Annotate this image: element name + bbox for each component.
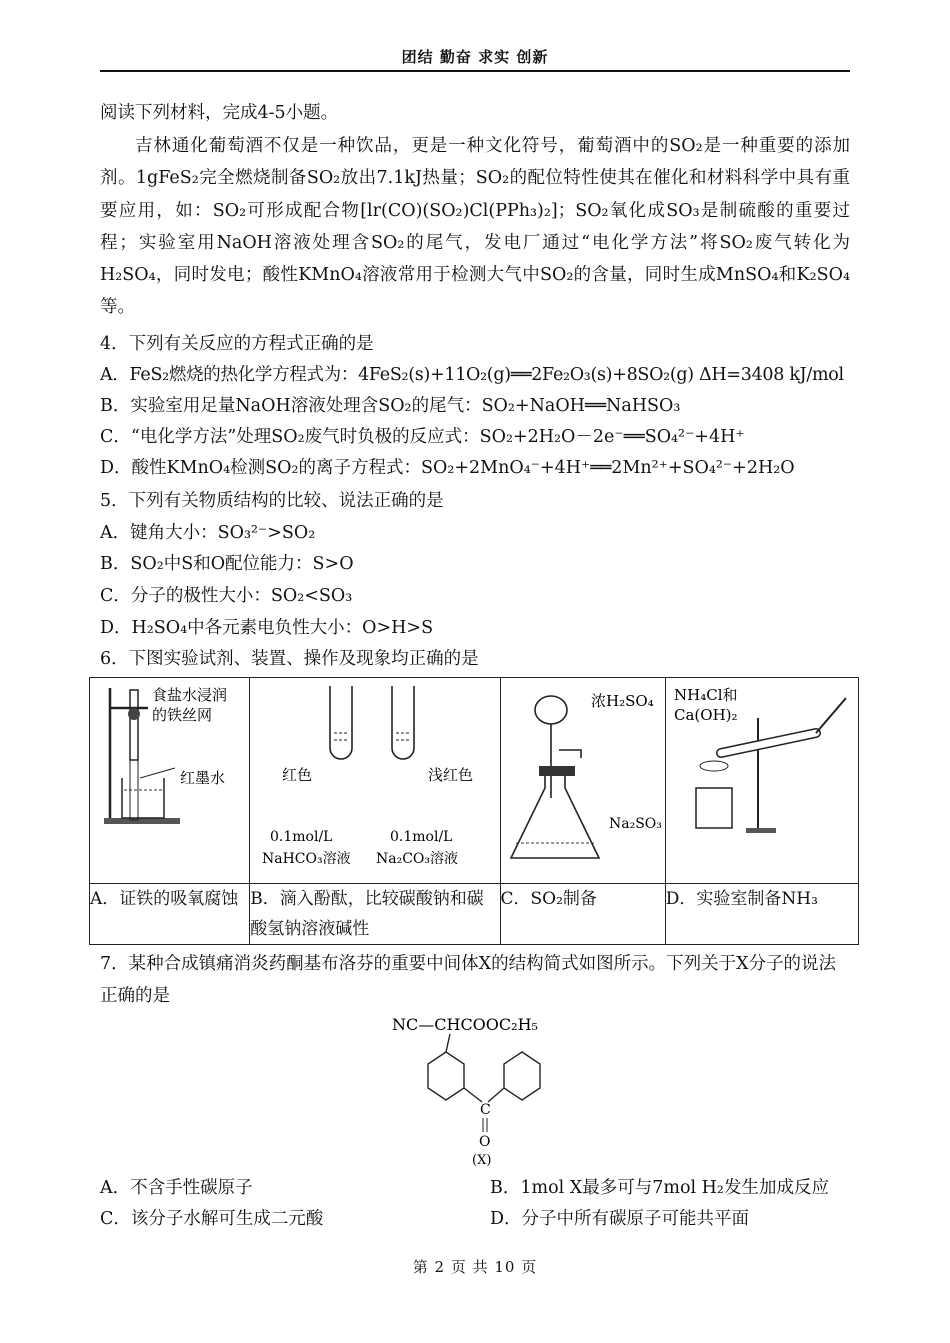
q5-option-c: C．分子的极性大小：SO₂<SO₃ (100, 586, 353, 606)
q7-stem: 7．某种合成镇痛消炎药酮基布洛芬的重要中间体X的结构简式如图所示。下列关于X分子的说法正确的是 (100, 954, 837, 1006)
q6-stem: 6．下图实验试剂、装置、操作及现象均正确的是 (100, 649, 479, 669)
fig-b-right-conc: 0.1mol/L (390, 829, 453, 845)
fig-d-reagent-1: NH₄Cl和 (673, 686, 738, 704)
passage-paragraph: 吉林通化葡萄酒不仅是一种饮品，更是一种文化符号，葡萄酒中的SO₂是一种重要的添加剂。1gFeS₂完全燃烧制备SO₂放出7.1kJ热量；SO₂的配位特性使其在催化和材料科学中具有重要应用，如：SO₂可形成配合物[lr(CO)(SO₂)Cl(PPh₃)₂]；SO₂氧化成SO₃是制硫酸的重要过程；实验室用NaOH溶液处理含SO₂的尾气，发电厂通过“电化学方法”将SO₂废气转化为H₂SO₄，同时发电；酸性KMnO₄溶液常用于检测大气中SO₂的含量，同时生成MnSO₄和K₂SO₄等。 (100, 136, 850, 318)
q7-structure-diagram (380, 1012, 580, 1172)
fig-c-reagent-1: 浓H₂SO₄ (590, 692, 654, 710)
fig-c-caption: C．SO₂制备 (500, 884, 665, 945)
intro-line: 阅读下列材料，完成4-5小题。 (100, 103, 339, 123)
q5-option-d: D．H₂SO₄中各元素电负性大小：O>H>S (100, 618, 434, 638)
fig-a-label-1: 食盐水浸润 (152, 686, 228, 704)
fig-b-right-sol: Na₂CO₃溶液 (376, 851, 459, 867)
q7-option-c: C．该分子水解可生成二元酸 (100, 1209, 324, 1229)
q4-option-d: D．酸性KMnO₄检测SO₂的离子方程式：SO₂+2MnO₄⁻+4H⁺══2Mn²⁺+SO₄²⁻+2H₂O (100, 458, 795, 478)
q7-formula-top: NC—CHCOOC₂H₅ (392, 1015, 538, 1034)
header-rule (100, 70, 850, 72)
fig-b-test-tubes (250, 678, 498, 878)
q5-option-a: A．键角大小：SO₃²⁻>SO₂ (100, 523, 316, 543)
q6-figure-table (89, 677, 859, 945)
q7-option-a: A．不含手性碳原子 (100, 1178, 253, 1198)
page-footer: 第 2 页 共 10 页 (412, 1258, 538, 1276)
fig-c-cell (500, 678, 665, 884)
q7-compound-label: (X) (472, 1153, 492, 1168)
fig-d-reagent-2: Ca(OH)₂ (673, 706, 738, 724)
q7-carbonyl-oxygen: O (479, 1134, 491, 1150)
fig-b-caption: B．滴入酚酞，比较碳酸钠和碳酸氢钠溶液碱性 (250, 884, 500, 945)
q4-option-a: A．FeS₂燃烧的热化学方程式为：4FeS₂(s)+11O₂(g)══2Fe₂O₃(s)+8SO₂(g) ΔH=3408 kJ/mol (100, 365, 844, 385)
fig-c-reagent-2: Na₂SO₃ (608, 816, 662, 832)
q7-carbonyl-carbon: C (480, 1102, 491, 1118)
fig-b-left-sol: NaHCO₃溶液 (262, 851, 351, 867)
fig-a-rusting-apparatus (90, 678, 248, 878)
fig-b-right-color: 浅红色 (428, 766, 474, 784)
q5-stem: 5．下列有关物质结构的比较、说法正确的是 (100, 491, 444, 511)
fig-d-nh3-apparatus (666, 678, 857, 878)
fig-a-caption: A．证铁的吸氧腐蚀 (90, 884, 250, 945)
q4-option-c: C．“电化学方法”处理SO₂废气时负极的反应式：SO₂+2H₂O－2e⁻══SO₄²⁻+4H⁺ (100, 427, 745, 447)
fig-d-cell (665, 678, 858, 884)
fig-a-label-3: 红墨水 (180, 769, 226, 787)
q4-option-b: B．实验室用足量NaOH溶液处理含SO₂的尾气：SO₂+NaOH══NaHSO₃ (100, 396, 681, 416)
q7-option-d: D．分子中所有碳原子可能共平面 (490, 1209, 750, 1229)
fig-b-cell (250, 678, 500, 884)
fig-a-cell (90, 678, 250, 884)
fig-d-caption: D．实验室制备NH₃ (665, 884, 858, 945)
q5-option-b: B．SO₂中S和O配位能力：S>O (100, 554, 354, 574)
fig-c-so2-generator (501, 678, 664, 878)
fig-a-label-2: 的铁丝网 (152, 706, 213, 724)
fig-b-left-conc: 0.1mol/L (270, 829, 333, 845)
fig-b-left-color: 红色 (282, 766, 313, 784)
page-header-motto: 团结 勤奋 求实 创新 (401, 48, 549, 66)
q4-stem: 4．下列有关反应的方程式正确的是 (100, 334, 374, 354)
q7-option-b: B．1mol X最多可与7mol H₂发生加成反应 (490, 1178, 829, 1198)
